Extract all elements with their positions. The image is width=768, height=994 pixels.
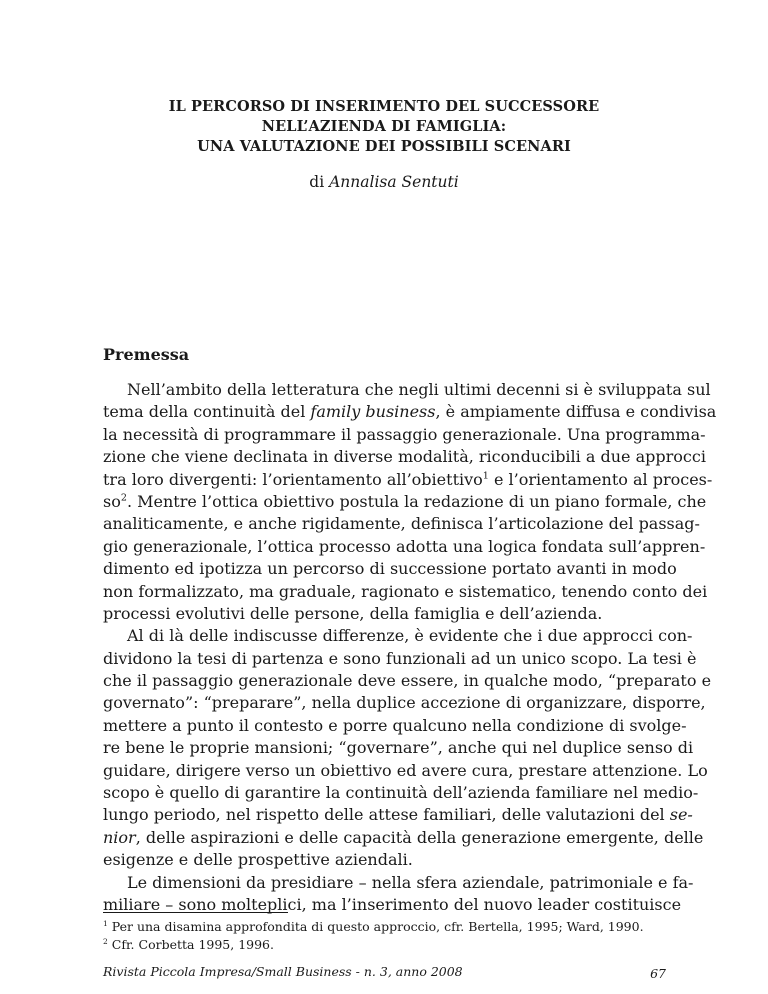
title-line-3: UNA VALUTAZIONE DEI POSSIBILI SCENARI [197,138,571,155]
footnote-divider [103,912,288,913]
footnote-ref-1[interactable]: 1 [482,470,489,482]
running-footer-journal: Rivista Piccola Impresa/Small Business - n. 3, anno 2008 [103,964,463,979]
body-line: non formalizzato, ma graduale, ragionato e sistematico, tenendo conto dei [103,581,708,601]
footnotes [103,918,666,954]
body-line: la necessità di programmare il passaggio generazionale. Una programma- [103,424,706,444]
body-line: Al di là delle indiscusse differenze, è evidente che i due approcci con- [127,626,693,646]
footnote-1 [103,918,666,936]
text-run: , è ampiamente diffusa e condivisa [435,402,717,422]
body-line: Le dimensioni da presidiare – nella sfera aziendale, patrimoniale e fa- [127,872,694,892]
italic-term: se- [669,805,693,825]
body-line: dimento ed ipotizza un percorso di successione portato avanti in modo [103,559,677,579]
body-line: guidare, dirigere verso un obiettivo ed avere cura, prestare attenzione. Lo [103,760,708,780]
body-line: mettere a punto il contesto e porre qualcuno nella condizione di svolge- [103,715,687,735]
body-line: che il passaggio generazionale deve essere, in qualche modo, “preparato e [103,671,712,691]
body-line [103,469,713,491]
body-line: miliare – sono molteplici, ma l’inserimento del nuovo leader costituisce [103,894,682,914]
byline-prefix: di [309,173,330,191]
section-heading: Premessa [103,345,190,364]
body-line: scopo è quello di garantire la continuità dell’azienda familiare nel medio- [103,783,699,803]
body-line: gio generazionale, l’ottica processo adotta una logica fondata sull’appren- [103,536,706,556]
page-number: 67 [650,966,666,981]
body-line [103,491,707,513]
text-run: lungo periodo, nel rispetto delle attese familiari, delle valutazioni del [103,805,670,825]
title-line-1: IL PERCORSO DI INSERIMENTO DEL SUCCESSORE [168,98,600,115]
body-line: zione che viene declinata in diverse modalità, riconducibili a due approcci [103,447,706,467]
body-line: esigenze e delle prospettive aziendali. [103,850,413,870]
body-line: processi evolutivi delle persone, della famiglia e dell’azienda. [103,603,603,623]
body-line: Nell’ambito della letteratura che negli ultimi decenni si è sviluppata sul [127,380,711,399]
italic-term: family business [310,402,436,422]
body-line [103,401,717,423]
byline [0,172,768,192]
italic-term: nior [103,827,136,847]
footnote-number: 2 [103,936,108,946]
body-line: re bene le proprie mansioni; “governare”, anche qui nel duplice senso di [103,738,694,758]
text-run: tra loro divergenti: l’orientamento all’obiettivo [103,469,483,489]
text-run: . Mentre l’ottica obiettivo postula la redazione di un piano formale, che [126,491,707,511]
footnote-text: Cfr. Corbetta 1995, 1996. [111,937,274,952]
article-title [0,97,768,157]
footnote-2 [103,936,666,954]
text-run: e l’orientamento al proces- [488,469,713,489]
body-line [103,804,693,826]
footnote-number: 1 [103,918,108,928]
body-line: governato”: “preparare”, nella duplice accezione di organizzare, disporre, [103,693,706,713]
footnote-text: Per una disamina approfondita di questo approccio, cfr. Bertella, 1995; Ward, 1990. [111,919,644,934]
body-line: analiticamente, e anche rigidamente, definisca l’articolazione del passag- [103,514,700,534]
text-run: tema della continuità del [103,402,311,422]
body-text [103,379,717,916]
footnote-ref-2[interactable]: 2 [120,492,127,504]
title-line-2: NELL’AZIENDA DI FAMIGLIA: [261,118,507,135]
text-run: , delle aspirazioni e delle capacità della generazione emergente, delle [135,827,704,847]
body-line: dividono la tesi di partenza e sono funzionali ad un unico scopo. La tesi è [103,648,697,668]
author-name: Annalisa Sentuti [329,173,459,191]
text-run: so [103,491,121,511]
body-line [103,827,704,849]
